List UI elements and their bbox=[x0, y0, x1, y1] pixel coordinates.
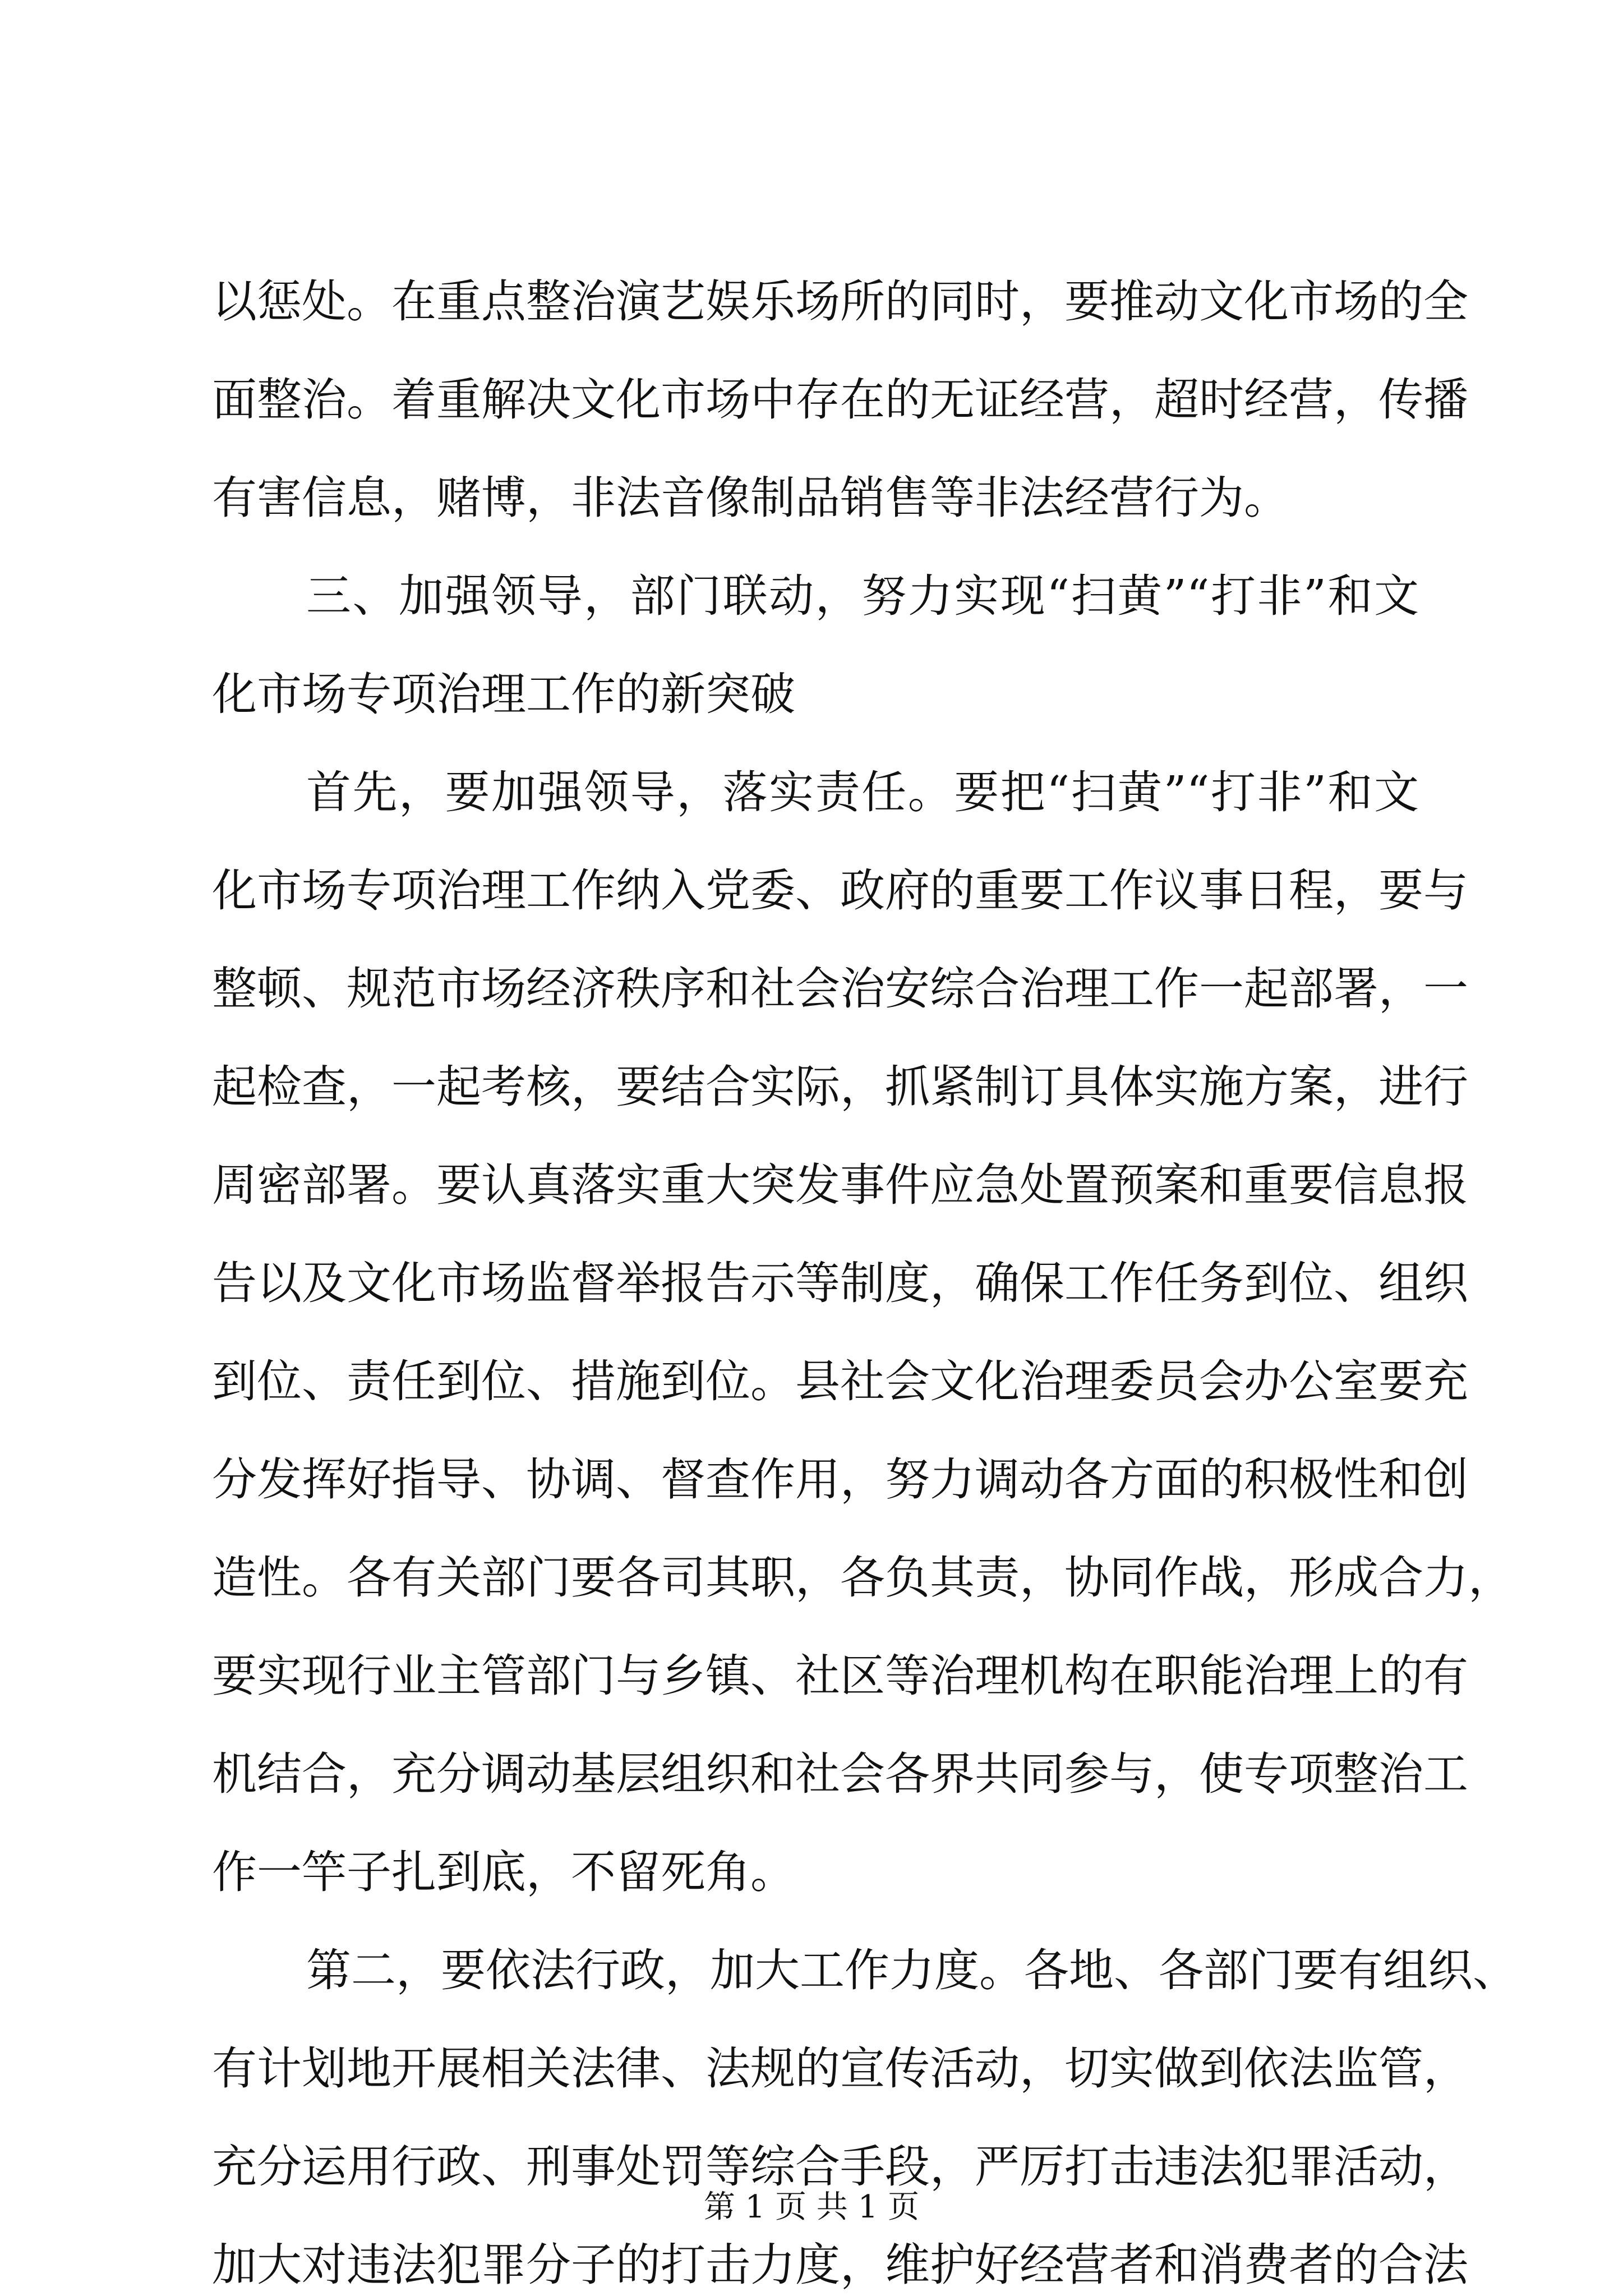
text-line: 充分运用行政、刑事处罚等综合手段，严厉打击违法犯罪活动， bbox=[212, 2141, 1468, 2193]
section-heading-line: 三、加强领导，部门联动，努力实现“扫黄”“打非”和文 bbox=[306, 570, 1419, 622]
text-line: 加大对违法犯罪分子的打击力度，维护好经营者和消费者的合法 bbox=[212, 2239, 1468, 2291]
text-line: 以惩处。在重点整治演艺娱乐场所的同时，要推动文化市场的全 bbox=[212, 275, 1468, 328]
text-line: 首先，要加强领导，落实责任。要把“扫黄”“打非”和文 bbox=[306, 766, 1419, 818]
text-line: 有害信息，赌博，非法音像制品销售等非法经营行为。 bbox=[212, 472, 1289, 524]
text-line: 造性。各有关部门要各司其职，各负其责，协同作战，形成合力， bbox=[212, 1552, 1513, 1604]
text-line: 第二，要依法行政，加大工作力度。各地、各部门要有组织、 bbox=[306, 1944, 1518, 1996]
section-heading-line: 化市场专项治理工作的新突破 bbox=[212, 668, 795, 720]
text-line: 化市场专项治理工作纳入党委、政府的重要工作议事日程，要与 bbox=[212, 864, 1468, 917]
text-line: 分发挥好指导、协调、督查作用，努力调动各方面的积极性和创 bbox=[212, 1453, 1468, 1506]
text-line: 起检查，一起考核，要结合实际，抓紧制订具体实施方案，进行 bbox=[212, 1061, 1468, 1113]
page-footer bbox=[0, 2182, 1623, 2227]
text-line: 告以及文化市场监督举报告示等制度，确保工作任务到位、组织 bbox=[212, 1257, 1468, 1309]
text-line: 到位、责任到位、措施到位。县社会文化治理委员会办公室要充 bbox=[212, 1355, 1468, 1407]
text-line: 作一竿子扎到底，不留死角。 bbox=[212, 1846, 795, 1898]
text-line: 机结合，充分调动基层组织和社会各界共同参与，使专项整治工 bbox=[212, 1748, 1468, 1800]
text-line: 面整治。着重解决文化市场中存在的无证经营，超时经营，传播 bbox=[212, 374, 1468, 426]
text-line: 要实现行业主管部门与乡镇、社区等治理机构在职能治理上的有 bbox=[212, 1650, 1468, 1702]
page-number-label: 第 1 页 共 1 页 bbox=[703, 2189, 920, 2225]
text-line: 有计划地开展相关法律、法规的宣传活动，切实做到依法监管， bbox=[212, 2042, 1468, 2095]
text-line: 周密部署。要认真落实重大突发事件应急处置预案和重要信息报 bbox=[212, 1159, 1468, 1211]
text-line: 整顿、规范市场经济秩序和社会治安综合治理工作一起部署，一 bbox=[212, 963, 1468, 1015]
